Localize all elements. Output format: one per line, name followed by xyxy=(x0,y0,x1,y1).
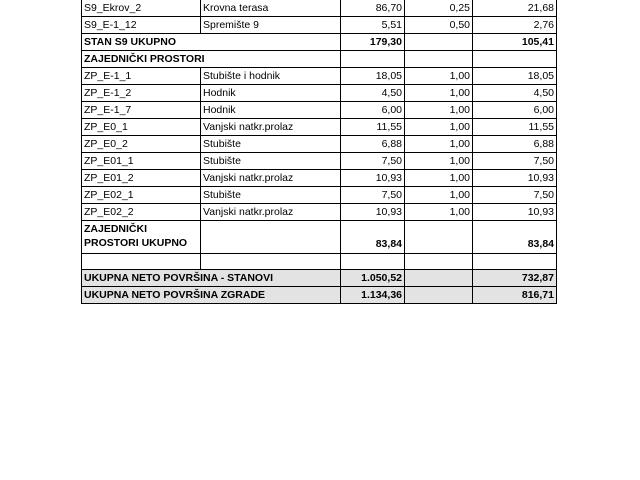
net-area-cell: 10,93 xyxy=(473,170,557,187)
coefficient-cell: 1,00 xyxy=(405,136,473,153)
stan-total-label: STAN S9 UKUPNO xyxy=(82,34,341,51)
net-area-cell: 21,68 xyxy=(473,0,557,17)
coefficient-cell: 0,25 xyxy=(405,0,473,17)
table-row xyxy=(82,136,557,153)
room-name-cell: Stubište xyxy=(201,153,341,170)
room-code-cell: ZP_E01_2 xyxy=(82,170,201,187)
net-area-cell: 10,93 xyxy=(473,204,557,221)
table-row xyxy=(82,0,557,17)
grand-total-net: 816,71 xyxy=(473,287,557,304)
room-name-cell: Krovna terasa xyxy=(201,0,341,17)
area-cell: 86,70 xyxy=(341,0,405,17)
area-cell: 6,88 xyxy=(341,136,405,153)
room-code-cell: ZP_E01_1 xyxy=(82,153,201,170)
net-area-cell: 4,50 xyxy=(473,85,557,102)
common-total-area: 83,84 xyxy=(341,221,405,254)
net-area-cell: 7,50 xyxy=(473,187,557,204)
grand-total-label: UKUPNA NETO POVRŠINA ZGRADE xyxy=(82,287,341,304)
area-cell: 7,50 xyxy=(341,153,405,170)
grand-total-row xyxy=(82,287,557,304)
common-total-label xyxy=(82,221,201,254)
room-code-cell: ZP_E-1_1 xyxy=(82,68,201,85)
table-row xyxy=(82,153,557,170)
net-area-cell: 18,05 xyxy=(473,68,557,85)
coefficient-cell: 1,00 xyxy=(405,102,473,119)
coefficient-cell: 1,00 xyxy=(405,187,473,204)
room-name-cell: Stubište xyxy=(201,187,341,204)
area-cell: 6,00 xyxy=(341,102,405,119)
room-code-cell: ZP_E02_2 xyxy=(82,204,201,221)
area-cell: 7,50 xyxy=(341,187,405,204)
grand-total-label: UKUPNA NETO POVRŠINA - STANOVI xyxy=(82,270,341,287)
room-name-cell: Hodnik xyxy=(201,85,341,102)
coefficient-cell: 1,00 xyxy=(405,68,473,85)
room-code-cell: S9_E-1_12 xyxy=(82,17,201,34)
room-name-cell: Stubište xyxy=(201,136,341,153)
area-cell: 5,51 xyxy=(341,17,405,34)
area-cell: 4,50 xyxy=(341,85,405,102)
empty-cell xyxy=(82,254,201,270)
room-code-cell: ZP_E02_1 xyxy=(82,187,201,204)
coefficient-cell: 1,00 xyxy=(405,119,473,136)
stan-total-area: 179,30 xyxy=(341,34,405,51)
empty-cell xyxy=(405,51,473,68)
common-total-label-line2: PROSTORI UKUPNO xyxy=(84,237,188,249)
coefficient-cell: 1,00 xyxy=(405,85,473,102)
grand-total-area: 1.134,36 xyxy=(341,287,405,304)
empty-cell xyxy=(473,254,557,270)
net-area-cell: 11,55 xyxy=(473,119,557,136)
net-area-cell: 7,50 xyxy=(473,153,557,170)
grand-total-row xyxy=(82,270,557,287)
stan-total-net: 105,41 xyxy=(473,34,557,51)
table-row xyxy=(82,204,557,221)
table-row xyxy=(82,119,557,136)
table-row xyxy=(82,17,557,34)
common-total-net: 83,84 xyxy=(473,221,557,254)
common-total-label-line1: ZAJEDNIČKI xyxy=(84,223,148,235)
empty-cell xyxy=(405,254,473,270)
empty-cell xyxy=(405,34,473,51)
empty-cell xyxy=(201,254,341,270)
table-row xyxy=(82,102,557,119)
net-area-cell: 2,76 xyxy=(473,17,557,34)
empty-cell xyxy=(405,221,473,254)
room-name-cell: Vanjski natkr.prolaz xyxy=(201,119,341,136)
room-name-cell: Stubište i hodnik xyxy=(201,68,341,85)
empty-cell xyxy=(201,221,341,254)
room-name-cell: Vanjski natkr.prolaz xyxy=(201,170,341,187)
room-name-cell: Hodnik xyxy=(201,102,341,119)
stan-total-row xyxy=(82,34,557,51)
table-row xyxy=(82,85,557,102)
grand-total-net: 732,87 xyxy=(473,270,557,287)
net-area-cell: 6,00 xyxy=(473,102,557,119)
room-name-cell: Vanjski natkr.prolaz xyxy=(201,204,341,221)
section-heading: ZAJEDNIČKI PROSTORI xyxy=(82,51,341,68)
empty-cell xyxy=(405,287,473,304)
coefficient-cell: 1,00 xyxy=(405,153,473,170)
area-table xyxy=(81,0,557,304)
empty-cell xyxy=(341,51,405,68)
coefficient-cell: 0,50 xyxy=(405,17,473,34)
empty-cell xyxy=(405,270,473,287)
area-cell: 10,93 xyxy=(341,204,405,221)
table-row xyxy=(82,187,557,204)
area-cell: 10,93 xyxy=(341,170,405,187)
room-code-cell: ZP_E-1_2 xyxy=(82,85,201,102)
net-area-cell: 6,88 xyxy=(473,136,557,153)
empty-cell xyxy=(473,51,557,68)
area-cell: 11,55 xyxy=(341,119,405,136)
room-code-cell: ZP_E-1_7 xyxy=(82,102,201,119)
coefficient-cell: 1,00 xyxy=(405,170,473,187)
coefficient-cell: 1,00 xyxy=(405,204,473,221)
room-code-cell: ZP_E0_2 xyxy=(82,136,201,153)
table-row xyxy=(82,68,557,85)
spacer-row xyxy=(82,254,557,270)
empty-cell xyxy=(341,254,405,270)
room-name-cell: Spremište 9 xyxy=(201,17,341,34)
room-code-cell: S9_Ekrov_2 xyxy=(82,0,201,17)
grand-total-area: 1.050,52 xyxy=(341,270,405,287)
table-row xyxy=(82,170,557,187)
common-total-row xyxy=(82,221,557,254)
section-heading-row xyxy=(82,51,557,68)
area-cell: 18,05 xyxy=(341,68,405,85)
area-table-body xyxy=(82,0,557,304)
room-code-cell: ZP_E0_1 xyxy=(82,119,201,136)
